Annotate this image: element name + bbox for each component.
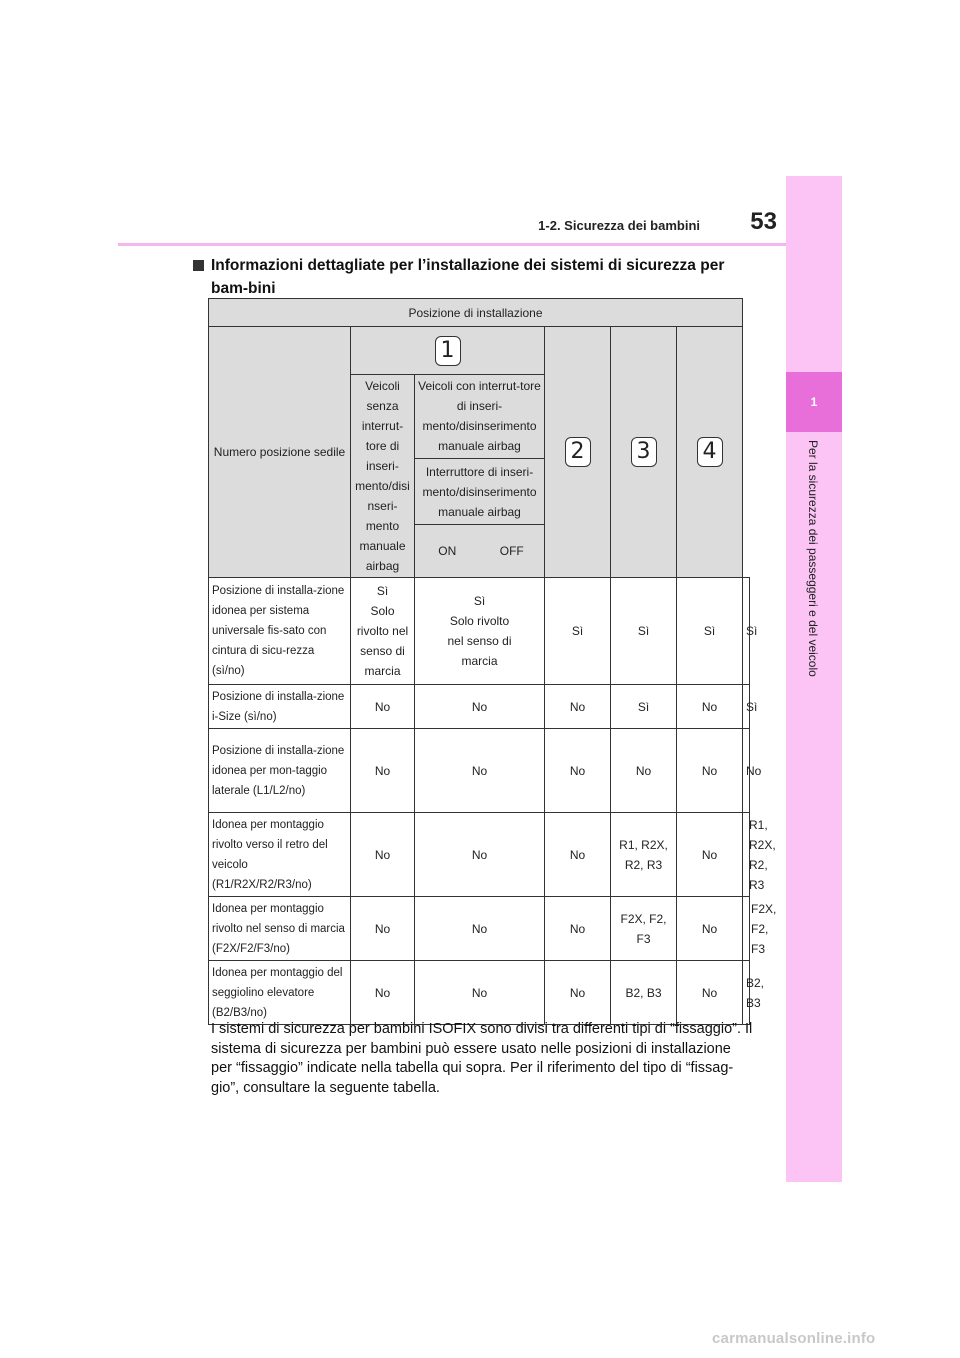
table-cell: No [351, 685, 415, 729]
table-cell [351, 578, 415, 685]
table-row [209, 897, 750, 961]
row-label: Idonea per montaggio rivolto nel senso di marcia (F2X/F2/F3/no) [209, 897, 351, 961]
section-heading-text: Informazioni dettagliate per l’installazione dei sistemi di sicurezza per bam-bini [211, 257, 725, 297]
table-cell: No [545, 897, 611, 961]
table-cell: No [545, 685, 611, 729]
table-cell: F2X, F2, F3 [611, 897, 677, 961]
seat-3-header [611, 327, 677, 578]
table-cell: No [415, 729, 545, 813]
table-cell: No [351, 961, 415, 1025]
isofix-table [208, 298, 777, 1025]
side-band [786, 176, 842, 1182]
row-label: Posizione di installa-zione idonea per sistema universale fis-sato con cintura di sicu-rezza (sì/no) [209, 578, 351, 685]
table-cell: No [677, 813, 743, 897]
chapter-label: Per la sicurezza dei passeggeri e del veicolo [806, 440, 820, 677]
with-switch-vehicles: Veicoli con interrut-tore di inseri-mento/disinserimento manuale airbag [415, 375, 545, 459]
table-row [209, 961, 750, 1025]
switch-state-cell [415, 525, 545, 578]
table-cell [415, 578, 545, 685]
table-cell: No [545, 961, 611, 1025]
table-cell: No [351, 897, 415, 961]
header-rule [118, 243, 786, 246]
cell-note: Solo rivolto nel senso di marcia [447, 614, 512, 668]
row-label: Posizione di installa-zione idonea per mon-taggio laterale (L1/L2/no) [209, 729, 351, 813]
table-cell: No [351, 729, 415, 813]
seat-1-number: 1 [435, 336, 461, 366]
no-switch-vehicles: Veicoli senza interrut-tore di inseri-mento/disi nseri-mento manuale airbag [351, 375, 415, 578]
table-cell: B2, B3 [743, 961, 750, 1025]
seat-4-number: 4 [697, 437, 723, 467]
airbag-switch-label: Interruttore di inseri-mento/disinserimento manuale airbag [422, 464, 537, 519]
section-title: 1-2. Sicurezza dei bambini [538, 218, 700, 233]
table-cell: F2X, F2, F3 [743, 897, 750, 961]
table-cell: Sì [611, 685, 677, 729]
seat-2-number: 2 [565, 437, 591, 467]
table-cell: Sì [743, 578, 750, 685]
cell-value: Sì [473, 594, 486, 608]
seat-1-header [351, 327, 545, 375]
table-cell: Sì [545, 578, 611, 685]
table-cell: No [743, 729, 750, 813]
table-cell: No [677, 685, 743, 729]
table-cell: No [677, 729, 743, 813]
airbag-switch-header [415, 458, 545, 525]
row-label: Idonea per montaggio rivolto verso il retro del veicolo (R1/R2X/R2/R3/no) [209, 813, 351, 897]
table-cell: No [415, 685, 545, 729]
table-cell: No [611, 729, 677, 813]
page-number: 53 [750, 208, 777, 235]
square-bullet-icon [193, 260, 204, 271]
switch-off-label: OFF [499, 544, 524, 559]
table-cell: Sì [677, 578, 743, 685]
section-heading [211, 254, 751, 300]
table-cell: B2, B3 [611, 961, 677, 1025]
table-cell: Sì [611, 578, 677, 685]
table-cell: R1, R2X, R2, R3 [611, 813, 677, 897]
body-paragraph: I sistemi di sicurezza per bambini ISOFIX sono divisi tra differenti tipi di “fissaggio”. Il sistema di sicurezza per bambini può essere usato nelle posizioni di installazione per “fissaggio” indicate nella tabella qui sopra. Per il riferimento del tipo di “fissag-gio”, consultare la seguente tabella. [211, 1021, 753, 1096]
table-cell: No [415, 813, 545, 897]
seat-2-header [545, 327, 611, 578]
table-row [209, 729, 750, 813]
row-label: Posizione di installa-zione i-Size (sì/no) [209, 685, 351, 729]
table-cell: No [545, 813, 611, 897]
seat-3-number: 3 [631, 437, 657, 467]
table-cell: No [415, 897, 545, 961]
table-cell: No [351, 813, 415, 897]
table-cell: R1, R2X, R2, R3 [743, 813, 750, 897]
table-title: Posizione di installazione [209, 299, 743, 327]
row-label: Idonea per montaggio del seggiolino elevatore (B2/B3/no) [209, 961, 351, 1025]
cell-note: Solo rivolto nel senso di marcia [356, 604, 409, 678]
watermark: carmanualsonline.info [712, 1330, 876, 1347]
cell-value: Sì [376, 584, 389, 598]
table-row [209, 578, 750, 685]
table-cell: No [677, 897, 743, 961]
table-row [209, 685, 750, 729]
table-row [209, 813, 750, 897]
seat-4-header [677, 327, 743, 578]
table-cell: Sì [743, 685, 750, 729]
switch-on-label: ON [438, 544, 457, 559]
table-cell: No [545, 729, 611, 813]
table-cell: No [677, 961, 743, 1025]
table-cell: No [415, 961, 545, 1025]
seat-number-label: Numero posizione sedile [209, 327, 351, 578]
chapter-tab: 1 [786, 372, 842, 432]
